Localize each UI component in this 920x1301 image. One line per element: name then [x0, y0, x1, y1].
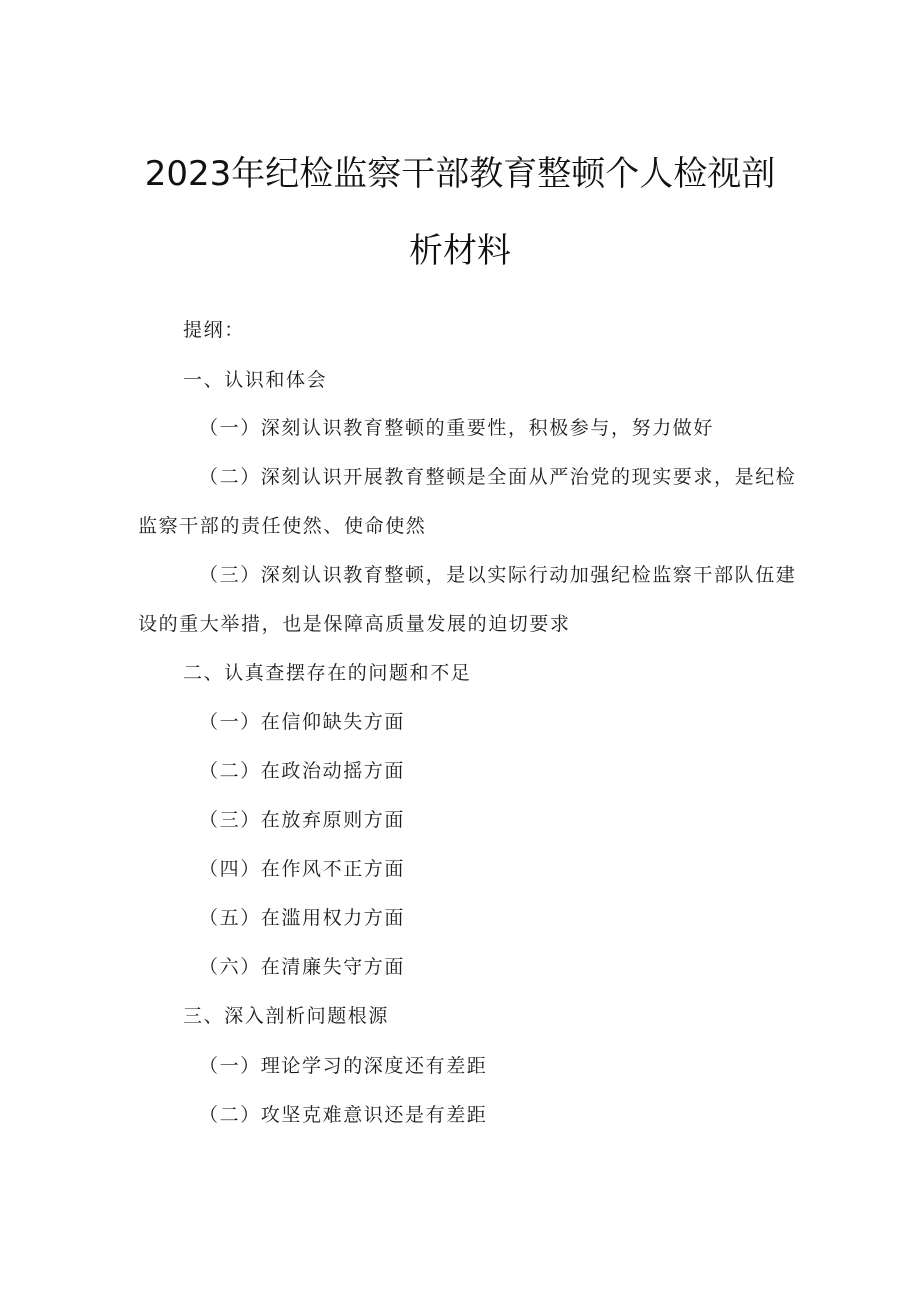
section-2-item-5: （五）在滥用权力方面 — [199, 907, 406, 929]
section-3-item-1: （一）理论学习的深度还有差距 — [199, 1055, 488, 1077]
section-1-item-1: （一）深刻认识教育整顿的重要性，积极参与，努力做好 — [199, 417, 715, 439]
section-2-item-6: （六）在清廉失守方面 — [199, 956, 406, 978]
section-1-item-3-line-1: （三）深刻认识教育整顿，是以实际行动加强纪检监察干部队伍建 — [199, 564, 797, 586]
section-1-item-2-line-1: （二）深刻认识开展教育整顿是全面从严治党的现实要求，是纪检 — [199, 466, 797, 488]
section-2-item-3: （三）在放弃原则方面 — [199, 809, 406, 831]
section-2-item-2: （二）在政治动摇方面 — [199, 760, 406, 782]
section-1-heading: 一、认识和体会 — [183, 369, 328, 391]
section-3-item-2: （二）攻坚克难意识还是有差距 — [199, 1104, 488, 1126]
section-2-item-1: （一）在信仰缺失方面 — [199, 711, 406, 733]
section-3-heading: 三、深入剖析问题根源 — [183, 1005, 390, 1027]
outline-label: 提纲： — [183, 319, 245, 341]
section-2-heading: 二、认真查摆存在的问题和不足 — [183, 662, 472, 684]
section-1-item-3-line-2: 设的重大举措，也是保障高质量发展的迫切要求 — [138, 613, 571, 635]
section-2-item-4: （四）在作风不正方面 — [199, 858, 406, 880]
section-1-item-2-line-2: 监察干部的责任使然、使命使然 — [138, 515, 427, 537]
document-title-line-1: 2023年纪检监察干部教育整顿个人检视剖 — [144, 154, 776, 194]
document-title-line-2: 析材料 — [409, 231, 511, 271]
